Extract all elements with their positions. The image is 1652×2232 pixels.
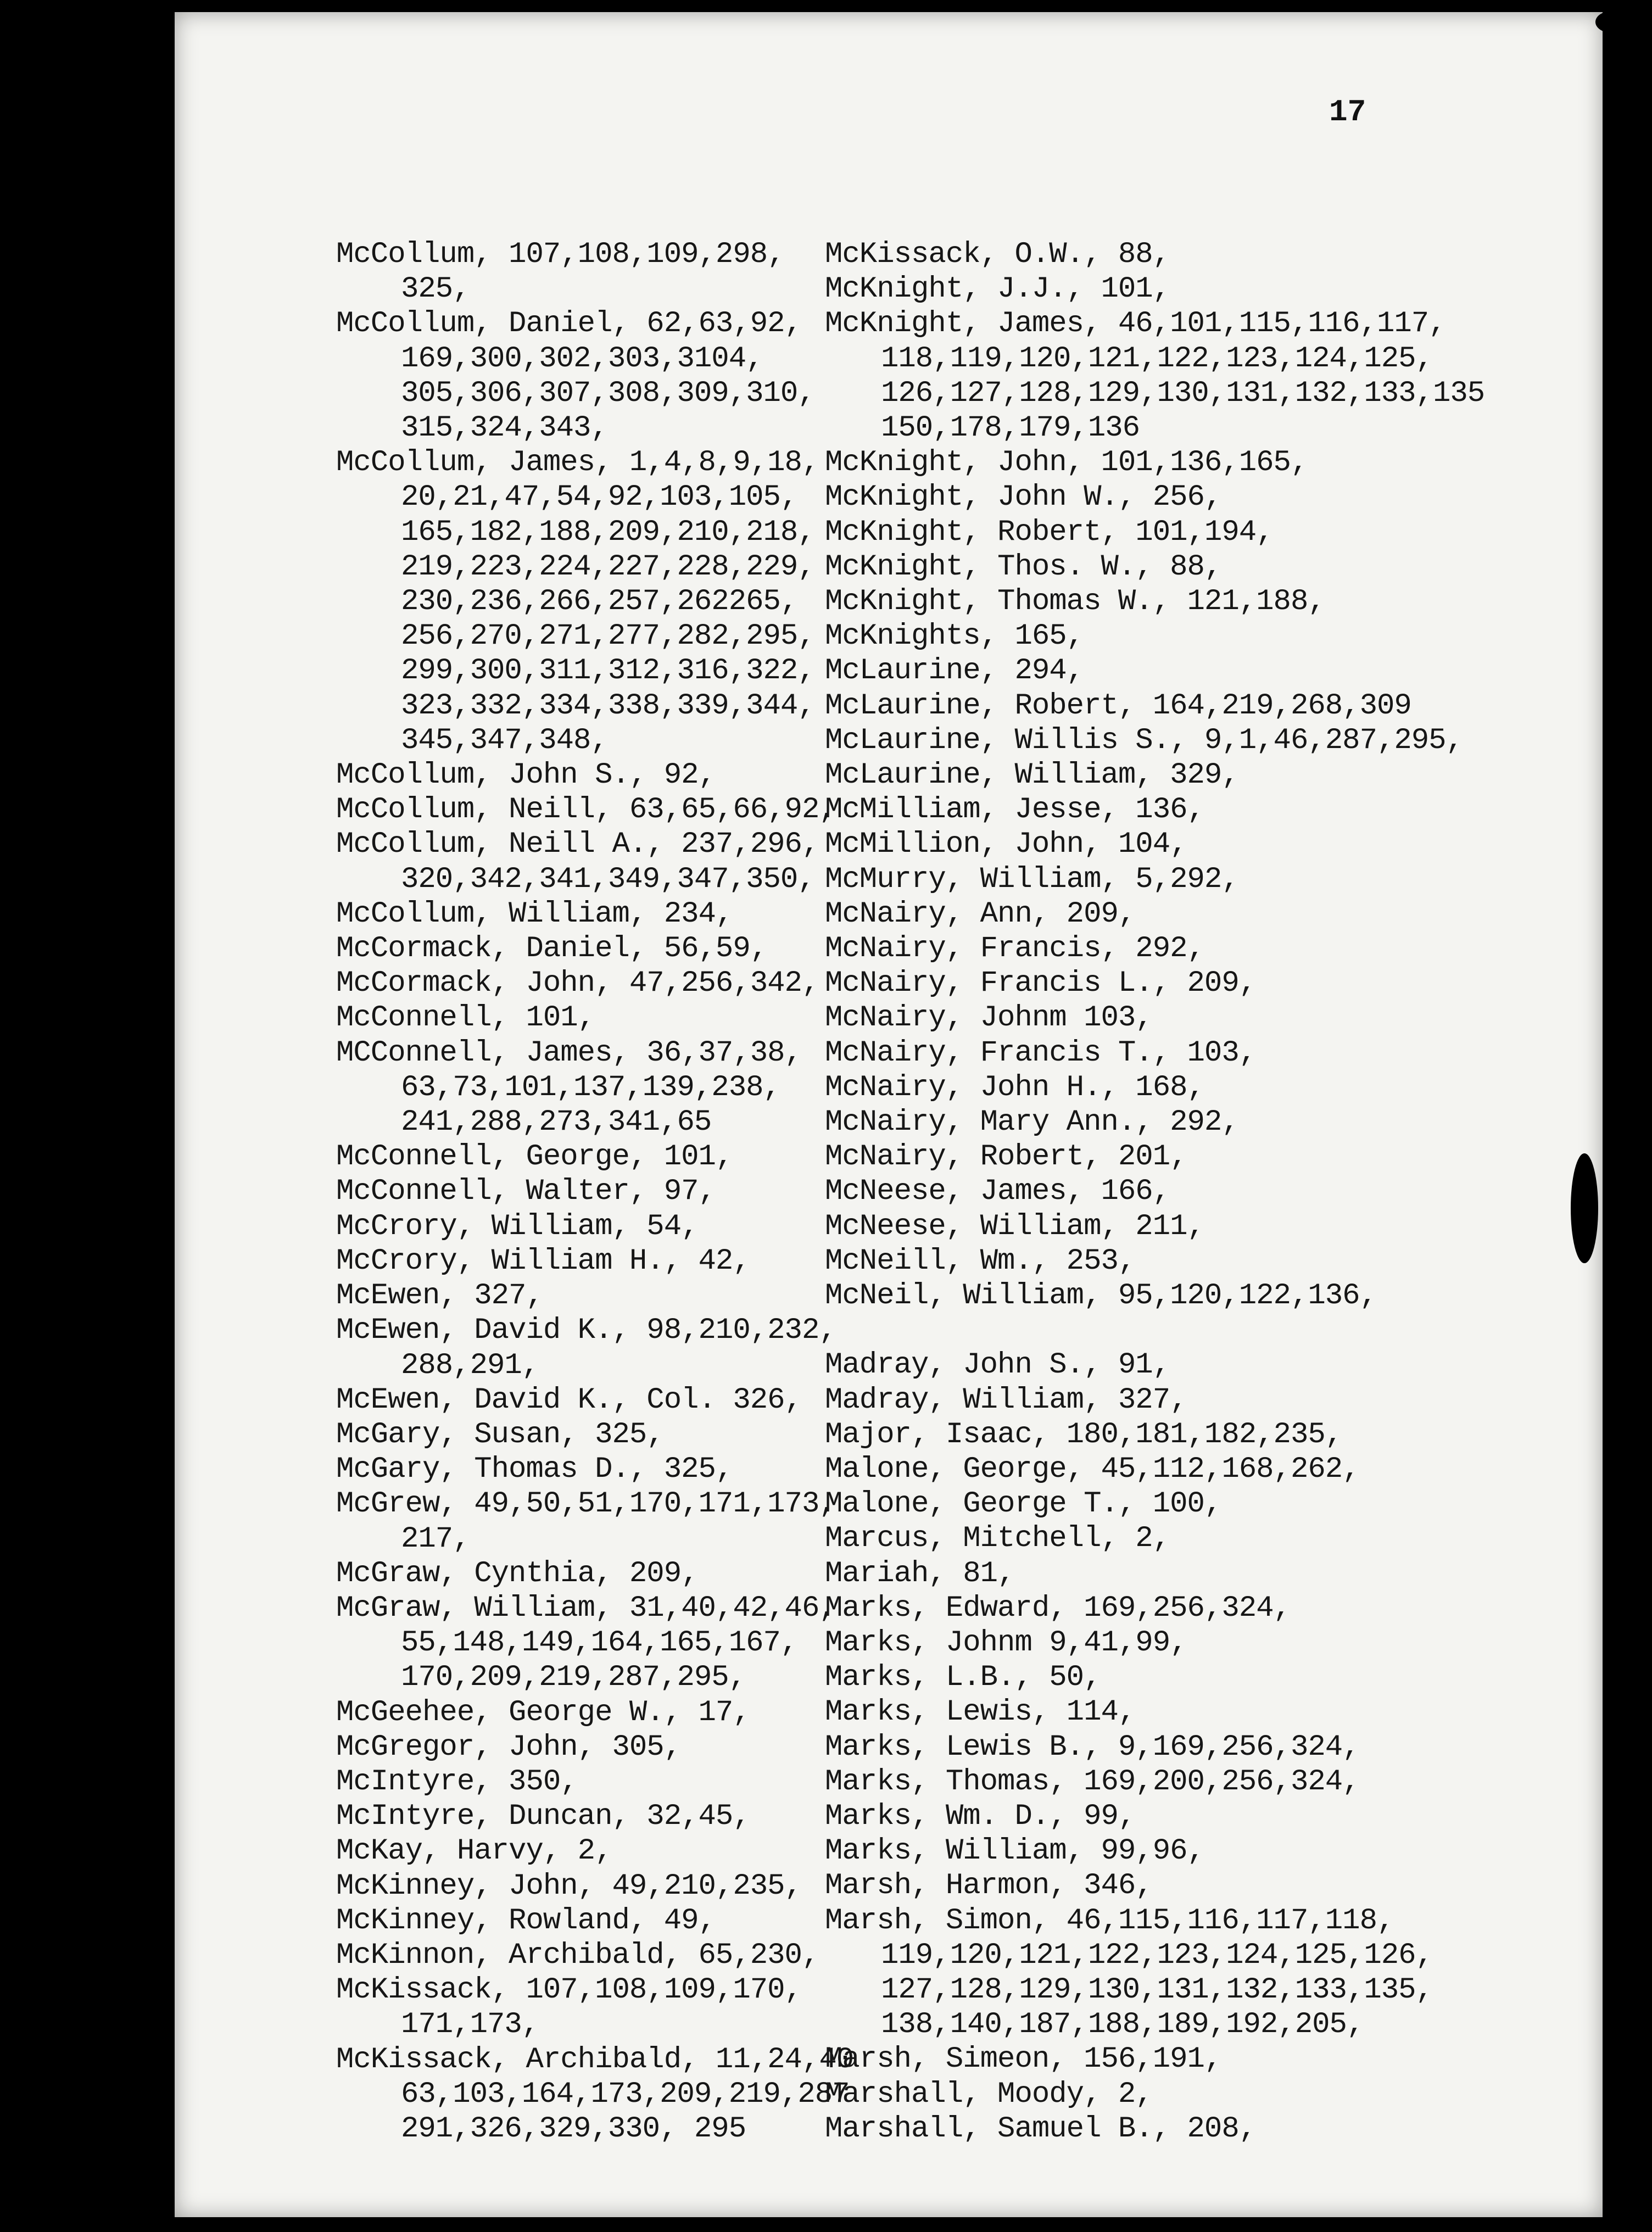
index-entry-line: McGeehee, George W., 17, <box>336 1695 750 1729</box>
index-entry-line: Marks, Johnm 9,41,99, <box>825 1626 1187 1660</box>
index-entry-continuation: 320,342,341,349,347,350, <box>401 862 815 896</box>
index-entry-continuation: 288,291, <box>401 1348 539 1382</box>
index-entry <box>336 237 885 306</box>
index-entry <box>825 966 1374 1001</box>
index-entry <box>336 445 885 758</box>
index-entry-continuation: 63,103,164,173,209,219,287 <box>401 2077 850 2111</box>
index-entry-continuation: 118,119,120,121,122,123,124,125, <box>881 342 1433 376</box>
index-entry-continuation: 126,127,128,129,130,131,132,133,135 <box>881 376 1485 410</box>
index-entry <box>336 1938 885 1973</box>
index-entry-line: Marks, William, 99,96, <box>825 1834 1204 1868</box>
index-entry <box>825 2042 1374 2077</box>
index-entry-line: McGrew, 49,50,51,170,171,173, <box>336 1487 836 1521</box>
index-entry-continuation: 315,324,343, <box>401 411 608 445</box>
index-entry-continuation: 165,182,188,209,210,218, <box>401 515 815 549</box>
index-entry <box>825 827 1374 862</box>
index-entry <box>825 1174 1374 1209</box>
index-entry-line: McKay, Harvy, 2, <box>336 1834 612 1868</box>
index-entry-continuation: 20,21,47,54,92,103,105, <box>401 481 798 515</box>
index-entry <box>825 1834 1374 1868</box>
index-entry-line: McKissack, O.W., 88, <box>825 238 1170 271</box>
index-entry-continuation: 323,332,334,338,339,344, <box>401 689 815 723</box>
index-entry <box>336 1487 885 1556</box>
index-entry <box>336 931 885 966</box>
index-entry <box>825 445 1374 480</box>
index-entry-continuation: 299,300,311,312,316,322, <box>401 654 815 688</box>
index-entry <box>336 897 885 931</box>
index-entry-line: McKinnon, Archibald, 65,230, <box>336 1938 819 1972</box>
index-entry-line: McNairy, Robert, 201, <box>825 1140 1187 1174</box>
index-entry <box>825 306 1485 445</box>
index-entry <box>336 1383 885 1418</box>
index-entry-continuation: 325, <box>401 272 470 306</box>
index-entry <box>336 1730 885 1765</box>
index-entry-line: Marks, Wm. D., 99, <box>825 1799 1136 1833</box>
index-entry-line: McIntyre, 350, <box>336 1765 578 1799</box>
index-entry-line: McLaurine, Robert, 164,219,268,309 <box>825 689 1411 723</box>
index-entry <box>825 272 1374 306</box>
index-entry-line: McNairy, Francis, 292, <box>825 932 1204 966</box>
index-entry <box>825 1799 1374 1834</box>
index-entry-line: McLaurine, William, 329, <box>825 758 1239 793</box>
index-entry-continuation: 169,300,302,303,3104, <box>401 342 763 376</box>
index-entry-line: McKnight, Thomas W., 121,188, <box>825 585 1325 619</box>
index-entry-line: McKinney, Rowland, 49, <box>336 1904 716 1938</box>
index-entry <box>825 758 1374 793</box>
index-entry-line: McEwen, David K., Col. 326, <box>336 1383 802 1417</box>
index-entry-line: McEwen, David K., 98,210,232, <box>336 1314 836 1348</box>
index-entry-line: McKnight, John W., 256, <box>825 481 1222 515</box>
index-entry-line: McMurry, William, 5,292, <box>825 862 1239 896</box>
index-entry <box>336 1869 885 1904</box>
index-entry-line: McEwen, 327, <box>336 1279 543 1313</box>
index-entry-line: Marsh, Simeon, 156,191, <box>825 2043 1222 2077</box>
index-entry <box>825 1730 1374 1765</box>
index-entry-line: McGraw, William, 31,40,42,46, <box>336 1591 836 1625</box>
index-entry-line: McCollum, 107,108,109,298, <box>336 238 785 271</box>
index-entry-line: McKissack, 107,108,109,170, <box>336 1973 802 2007</box>
index-entry <box>825 654 1374 688</box>
index-entry <box>825 1036 1374 1070</box>
index-column-right <box>825 237 1485 2146</box>
index-entry-line: McCollum, James, 1,4,8,9,18, <box>336 446 819 480</box>
index-entry <box>825 1105 1374 1140</box>
index-entry <box>336 1695 885 1730</box>
index-entry <box>336 306 885 445</box>
index-entry-line: Marks, Lewis, 114, <box>825 1695 1136 1729</box>
index-entry-line: McKissack, Archibald, 11,24,40 <box>336 2043 854 2077</box>
index-entry-line: Major, Isaac, 180,181,182,235, <box>825 1418 1343 1452</box>
index-entry-continuation: 119,120,121,122,123,124,125,126, <box>881 1938 1433 1972</box>
index-entry-continuation: 217, <box>401 1522 470 1556</box>
index-entry <box>825 1487 1374 1521</box>
index-entry-continuation: 241,288,273,341,65 <box>401 1106 712 1140</box>
index-entry-line: McCormack, Daniel, 56,59, <box>336 932 768 966</box>
index-entry-line: McMilliam, Jesse, 136, <box>825 793 1204 827</box>
index-entry-continuation: 63,73,101,137,139,238, <box>401 1070 780 1104</box>
index-entry <box>825 1313 1374 1348</box>
index-entry-line: McCormack, John, 47,256,342, <box>336 967 819 1001</box>
index-entry-line: McConnell, 101, <box>336 1001 595 1035</box>
index-entry <box>336 1140 885 1174</box>
index-entry-line: Marsh, Simon, 46,115,116,117,118, <box>825 1904 1394 1938</box>
index-entry-line: McGary, Susan, 325, <box>336 1418 664 1452</box>
index-entry-line: McNairy, Francis L., 209, <box>825 967 1257 1001</box>
index-entry <box>825 1591 1374 1626</box>
index-entry-line: McKnight, Robert, 101,194, <box>825 515 1274 549</box>
index-entry <box>825 584 1374 619</box>
index-entry <box>336 1799 885 1834</box>
index-entry <box>336 2043 885 2147</box>
index-entry <box>336 758 885 793</box>
index-entry-line: McKnight, James, 46,101,115,116,117, <box>825 307 1446 341</box>
index-entry-line: McCollum, John S., 92, <box>336 758 716 793</box>
index-entry-line: Marks, Lewis B., 9,169,256,324, <box>825 1730 1360 1764</box>
index-entry <box>336 1973 885 2042</box>
index-entry-line: McNeese, James, 166, <box>825 1175 1170 1209</box>
index-entry <box>825 1556 1374 1591</box>
index-entry <box>336 1591 885 1695</box>
index-entry-line: McNairy, Mary Ann., 292, <box>825 1106 1239 1140</box>
index-entry-line: Marks, L.B., 50, <box>825 1661 1101 1695</box>
index-entry-continuation: 305,306,307,308,309,310, <box>401 376 815 410</box>
index-entry-continuation: 55,148,149,164,165,167, <box>401 1626 798 1660</box>
index-entry <box>825 793 1374 827</box>
index-entry-line: McNairy, Johnm 103, <box>825 1001 1153 1035</box>
index-entry-line: McCrory, William H., 42, <box>336 1244 750 1278</box>
index-entry-continuation: 138,140,187,188,189,192,205, <box>881 2008 1364 2042</box>
index-entry <box>825 515 1374 550</box>
index-entry <box>825 1209 1374 1244</box>
index-entry-line: Madray, John S., 91, <box>825 1348 1170 1382</box>
index-entry-line: McLaurine, Willis S., 9,1,46,287,295, <box>825 723 1463 757</box>
index-entry <box>825 1626 1374 1660</box>
index-entry-line: Marks, Edward, 169,256,324, <box>825 1591 1291 1625</box>
index-entry-continuation: 219,223,224,227,228,229, <box>401 550 815 584</box>
index-entry-line: McLaurine, 294, <box>825 654 1084 688</box>
index-entry <box>825 237 1374 272</box>
index-entry <box>825 689 1411 723</box>
index-entry <box>825 862 1374 897</box>
index-entry <box>825 1418 1374 1452</box>
index-entry-line: McCollum, Daniel, 62,63,92, <box>336 307 802 341</box>
index-entry <box>825 1904 1433 2043</box>
index-entry <box>336 1765 885 1799</box>
index-entry <box>825 1244 1374 1279</box>
index-entry <box>336 1452 885 1487</box>
index-entry <box>825 2112 1374 2146</box>
index-entry-line: McKnight, John, 101,136,165, <box>825 446 1308 480</box>
index-entry-continuation: 171,173, <box>401 2008 539 2042</box>
index-entry-line: Marshall, Moody, 2, <box>825 2077 1153 2111</box>
index-entry-line: Mariah, 81, <box>825 1556 1015 1591</box>
index-entry-line: McGary, Thomas D., 325, <box>336 1453 733 1487</box>
index-entry-continuation: 345,347,348, <box>401 723 608 757</box>
index-entry-line: McCollum, Neill A., 237,296, <box>336 828 819 862</box>
index-column-left <box>336 237 885 2146</box>
index-entry <box>825 1279 1377 1313</box>
index-entry <box>336 1418 885 1452</box>
index-entry <box>825 1521 1374 1556</box>
index-entry-line: McConnell, Walter, 97, <box>336 1175 716 1209</box>
index-entry <box>336 793 885 827</box>
index-entry-line: McKinney, John, 49,210,235, <box>336 1869 802 1903</box>
index-entry-line: McCrory, William, 54, <box>336 1209 699 1243</box>
index-entry-line: McNairy, Francis T., 103, <box>825 1036 1257 1070</box>
index-entry-line: Malone, George T., 100, <box>825 1487 1222 1521</box>
index-entry-continuation: 256,270,271,277,282,295, <box>401 620 815 654</box>
index-entry <box>336 1244 885 1279</box>
index-entry <box>336 1174 885 1209</box>
index-entry-line: McKnight, Thos. W., 88, <box>825 550 1222 584</box>
index-entry <box>825 480 1374 515</box>
index-entry-line: Marks, Thomas, 169,200,256,324, <box>825 1765 1360 1799</box>
index-entry <box>336 1834 885 1868</box>
index-entry <box>825 1140 1374 1174</box>
index-entry <box>336 1313 885 1382</box>
index-entry-line: McMillion, John, 104, <box>825 828 1187 862</box>
index-entry <box>825 1070 1374 1105</box>
index-entry <box>825 931 1374 966</box>
index-entry <box>825 1348 1374 1382</box>
index-entry <box>336 1036 885 1140</box>
index-entry <box>336 1209 885 1244</box>
index-entry <box>825 1383 1374 1418</box>
index-entry-line: McConnell, George, 101, <box>336 1140 733 1174</box>
index-entry <box>825 723 1463 758</box>
index-entry <box>825 1001 1374 1035</box>
index-entry-line: McIntyre, Duncan, 32,45, <box>336 1800 750 1834</box>
index-entry <box>336 966 885 1001</box>
index-entry-continuation: 291,326,329,330, 295 <box>401 2112 746 2146</box>
index-entry <box>825 1452 1374 1487</box>
index-entry <box>336 827 885 896</box>
index-entry-line: Malone, George, 45,112,168,262, <box>825 1452 1360 1486</box>
index-entry-line: Marshall, Samuel B., 208, <box>825 2112 1257 2146</box>
index-entry-line: McGregor, John, 305, <box>336 1730 682 1764</box>
index-entry <box>825 1695 1374 1729</box>
index-entry-line: McKnight, J.J., 101, <box>825 272 1170 306</box>
index-entry-line: McNeese, William, 211, <box>825 1209 1204 1243</box>
index-entry <box>336 1904 885 1938</box>
index-entry-line: Marsh, Harmon, 346, <box>825 1869 1153 1903</box>
index-entry <box>825 1868 1374 1903</box>
index-entry-continuation: 127,128,129,130,131,132,133,135, <box>881 1973 1433 2007</box>
index-entry <box>825 897 1374 931</box>
index-entry <box>336 1556 885 1591</box>
index-entry <box>825 550 1374 584</box>
index-entry <box>336 1001 885 1035</box>
index-entry-line: Madray, William, 327, <box>825 1383 1187 1417</box>
index-entry-line: McGraw, Cynthia, 209, <box>336 1556 699 1591</box>
page-number: 17 <box>1329 94 1366 130</box>
index-entry <box>825 2077 1374 2112</box>
index-entry <box>825 1765 1374 1799</box>
index-entry-continuation: 150,178,179,136 <box>881 411 1140 445</box>
index-entry-line: McNeill, Wm., 253, <box>825 1244 1136 1278</box>
index-entry-line: Marcus, Mitchell, 2, <box>825 1522 1170 1556</box>
index-entry <box>825 1660 1374 1695</box>
index-entry-line: McNeil, William, 95,120,122,136, <box>825 1279 1377 1313</box>
index-entry-continuation: 170,209,219,287,295, <box>401 1661 746 1695</box>
index-entry <box>336 1279 885 1313</box>
index-entry-line: McKnights, 165, <box>825 620 1084 654</box>
index-entry-line: MCConnell, James, 36,37,38, <box>336 1036 802 1070</box>
index-entry-continuation: 230,236,266,257,262265, <box>401 585 798 619</box>
index-entry-line: McNairy, Ann, 209, <box>825 897 1136 931</box>
index-entry-line: McCollum, William, 234, <box>336 897 733 931</box>
index-entry <box>825 619 1374 654</box>
index-entry-line: McCollum, Neill, 63,65,66,92, <box>336 793 836 827</box>
index-entry-line: McNairy, John H., 168, <box>825 1070 1204 1104</box>
